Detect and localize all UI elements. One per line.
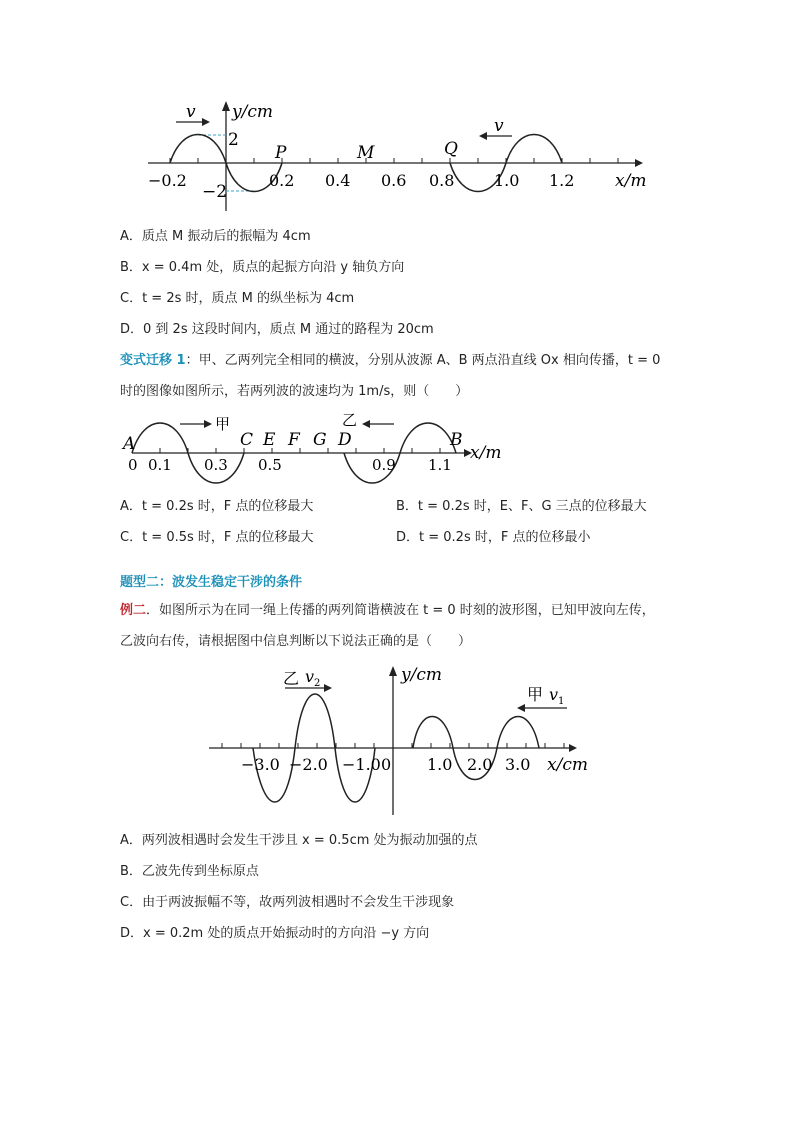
tick-label: 0.5 <box>258 456 282 474</box>
variant-question-line-2 <box>120 383 468 401</box>
wave-figure-3 <box>205 660 595 820</box>
option-letter: D． <box>120 926 144 941</box>
yi-label: 乙 <box>342 411 358 429</box>
jia-label: 甲 <box>527 685 544 704</box>
yi-label: 乙 <box>283 669 300 688</box>
point-q-label: Q <box>444 139 458 159</box>
option-letter: C． <box>120 291 143 306</box>
option-a[interactable] <box>120 228 311 246</box>
wave-figure-2 <box>118 405 518 495</box>
point-d-label: D <box>338 430 352 450</box>
option-text: x = 0.4m 处，质点的起振方向沿 y 轴负方向 <box>141 260 405 275</box>
point-c-label: C <box>240 430 254 450</box>
variant-question-line-1 <box>120 352 660 370</box>
tick-label: 1.2 <box>549 171 575 190</box>
y-bottom-label: −2 <box>202 182 228 202</box>
option-c[interactable] <box>120 529 314 547</box>
option-letter: D． <box>396 530 420 545</box>
variant-label: 变式迁移 1 <box>120 353 186 368</box>
y-axis-label: y/cm <box>401 665 442 685</box>
option-letter: B． <box>120 864 142 879</box>
y-top-label: 2 <box>228 130 239 150</box>
option-c[interactable] <box>120 894 454 912</box>
tick-label: 3.0 <box>505 755 531 774</box>
option-letter: A． <box>120 833 142 848</box>
option-text: t = 0.2s 时，F 点的位移最小 <box>419 530 591 545</box>
v1-subscript: 1 <box>558 696 565 707</box>
option-b[interactable] <box>396 498 647 516</box>
example-line-2 <box>120 633 471 651</box>
v2-symbol: v <box>305 667 315 686</box>
option-d[interactable] <box>396 529 590 547</box>
variant-text-1: ：甲、乙两列完全相同的横波，分别从波源 A、B 两点沿直线 Ox 相向传播，t = 0 <box>185 353 661 368</box>
example-line-1 <box>120 602 655 620</box>
option-text: t = 0.5s 时，F 点的位移最大 <box>142 530 314 545</box>
option-letter: C． <box>120 530 143 545</box>
point-p-label: P <box>275 143 287 163</box>
point-e-label: E <box>263 430 276 450</box>
option-letter: A． <box>120 229 142 244</box>
section-title: 题型二：波发生稳定干涉的条件 <box>120 575 303 590</box>
jia-label: 甲 <box>215 415 231 433</box>
v2-label <box>305 667 320 689</box>
option-text: t = 2s 时，质点 M 的纵坐标为 4cm <box>142 291 355 306</box>
v1-label <box>549 685 564 707</box>
v1-symbol: v <box>549 685 559 704</box>
tick-label: 0.9 <box>372 456 396 474</box>
option-text: 0 到 2s 这段时间内，质点 M 通过的路程为 20cm <box>143 322 434 337</box>
y-axis-label: y/cm <box>232 102 273 122</box>
tick-label: 0.3 <box>204 456 228 474</box>
point-f-label: F <box>288 430 300 450</box>
option-a[interactable] <box>120 498 313 516</box>
tick-label: 0.1 <box>148 456 172 474</box>
option-text: 两列波相遇时会发生干涉且 x = 0.5cm 处为振动加强的点 <box>141 833 478 848</box>
tick-label: 1.0 <box>494 171 520 190</box>
option-letter: D． <box>120 322 144 337</box>
x-axis-label: x/cm <box>547 755 588 775</box>
option-a[interactable] <box>120 832 478 850</box>
tick-label: 2.0 <box>467 755 493 774</box>
v2-subscript: 2 <box>314 678 321 689</box>
v-left-label: v <box>186 102 196 122</box>
option-b[interactable] <box>120 259 404 277</box>
option-text: 质点 M 振动后的振幅为 4cm <box>141 229 311 244</box>
tick-label: 0 <box>128 456 138 474</box>
wave-figure-1 <box>140 95 660 215</box>
tick-label: 0 <box>381 755 392 774</box>
option-text: t = 0.2s 时，F 点的位移最大 <box>141 499 314 514</box>
option-d[interactable] <box>120 321 434 339</box>
example-label: 例二 <box>120 603 147 618</box>
point-b-label: B <box>450 430 463 450</box>
tick-label: −3.0 <box>241 755 280 774</box>
example-text-2: 乙波向右传，请根据图中信息判断以下说法正确的是（ ） <box>120 634 472 649</box>
tick-label: 1.0 <box>427 755 453 774</box>
tick-label: 1.1 <box>428 456 452 474</box>
x-axis-label: x/m <box>470 443 502 463</box>
x-axis-label: x/m <box>615 171 647 191</box>
option-letter: A． <box>120 499 142 514</box>
variant-text-2: 时的图像如图所示，若两列波的波速均为 1m/s，则（ ） <box>120 384 469 399</box>
point-g-label: G <box>313 430 327 450</box>
option-d[interactable] <box>120 925 429 943</box>
option-letter: B． <box>396 499 418 514</box>
option-b[interactable] <box>120 863 259 881</box>
tick-label: 0.8 <box>429 171 455 190</box>
tick-label: −1.0 <box>342 755 381 774</box>
example-text-1: ．如图所示为在同一绳上传播的两列简谐横波在 t = 0 时刻的波形图，已知甲波向左传， <box>146 603 655 618</box>
tick-label: −2.0 <box>289 755 328 774</box>
tick-label: −0.2 <box>148 171 187 190</box>
v-right-label: v <box>494 116 504 136</box>
option-text: t = 0.2s 时，E、F、G 三点的位移最大 <box>417 499 647 514</box>
option-text: 乙波先传到坐标原点 <box>141 864 259 879</box>
tick-label: 0.4 <box>325 171 351 190</box>
option-text: 由于两波振幅不等，故两列波相遇时不会发生干涉现象 <box>142 895 455 910</box>
tick-label: 0.6 <box>381 171 407 190</box>
option-text: x = 0.2m 处的质点开始振动时的方向沿 −y 方向 <box>143 926 430 941</box>
option-c[interactable] <box>120 290 354 308</box>
option-letter: B． <box>120 260 142 275</box>
point-m-label: M <box>357 143 375 163</box>
option-letter: C． <box>120 895 143 910</box>
tick-label: 0.2 <box>269 171 295 190</box>
point-a-label: A <box>123 434 136 454</box>
